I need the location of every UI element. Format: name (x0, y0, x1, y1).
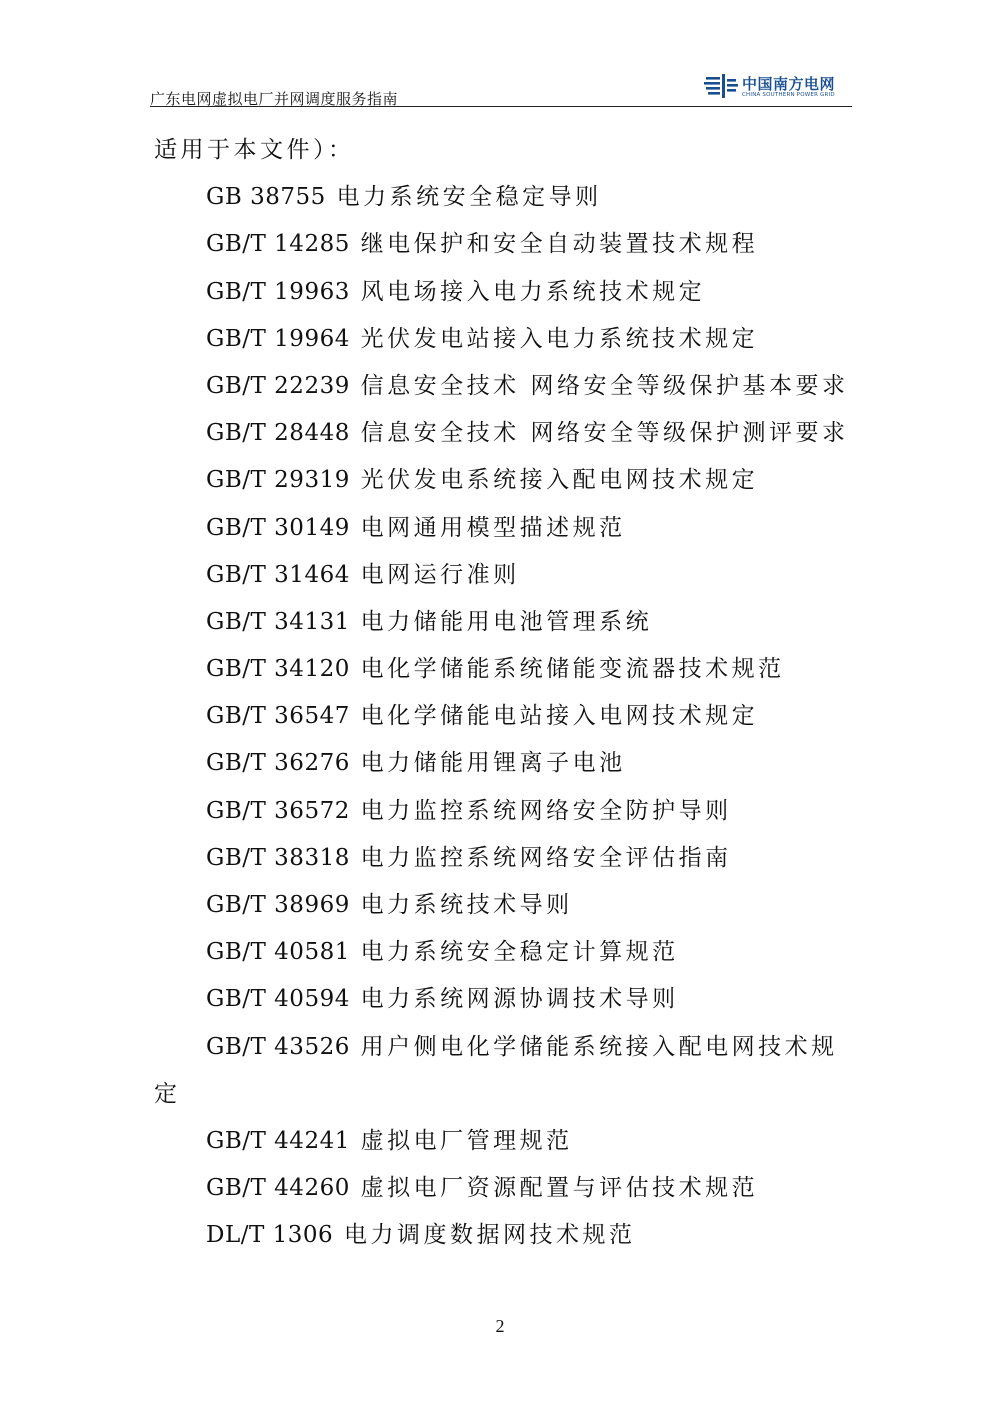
standard-code: GB/T 14285 (206, 231, 350, 258)
standard-item (150, 316, 870, 363)
standard-item (150, 599, 870, 646)
logo-english-name: CHINA SOUTHERN POWER GRID (742, 92, 835, 98)
standard-item (150, 1024, 870, 1071)
standard-code: GB/T 40594 (206, 986, 350, 1013)
standard-code: GB/T 44241 (206, 1127, 350, 1154)
standard-code: GB/T 36276 (206, 750, 350, 777)
standard-code: GB/T 38969 (206, 892, 350, 918)
standard-item (150, 1165, 870, 1212)
standard-item (150, 1118, 870, 1165)
standard-title: 虚拟电厂资源配置与评估技术规范 (360, 1175, 759, 1202)
standard-code: GB/T 29319 (206, 467, 350, 494)
standard-title: 电力监控系统网络安全评估指南 (360, 844, 732, 871)
intro-line: 适用于本文件）： (154, 137, 355, 163)
page-header (150, 66, 852, 110)
standard-code: GB/T 19964 (206, 325, 350, 352)
standard-item (150, 835, 870, 882)
standard-code: GB/T 22239 (206, 372, 350, 399)
standard-item (150, 505, 870, 552)
standard-code: DL/T 1306 (206, 1222, 334, 1249)
standard-title: 光伏发电系统接入配电网技术规定 (360, 467, 759, 494)
standard-code: GB/T 44260 (206, 1175, 350, 1202)
standard-item (150, 174, 870, 221)
standard-code: GB/T 30149 (206, 514, 350, 541)
standard-item (150, 929, 870, 976)
standard-code: GB/T 43526 (206, 1033, 350, 1060)
standard-title: 电力储能用锂离子电池 (360, 750, 626, 777)
standard-item (150, 1212, 870, 1259)
standard-title: 虚拟电厂管理规范 (360, 1127, 573, 1154)
standard-code: GB/T 19963 (206, 278, 350, 305)
standard-code: GB/T 36572 (206, 797, 350, 824)
continuation-line: 定 (154, 1080, 181, 1107)
standard-code: GB 38755 (206, 184, 326, 211)
standard-title: 电化学储能电站接入电网技术规定 (360, 703, 759, 730)
standard-title: 用户侧电化学储能系统接入配电网技术规 (360, 1033, 838, 1060)
standard-title: 电力系统安全稳定导则 (336, 184, 602, 211)
standard-title: 信息安全技术 网络安全等级保护基本要求 (360, 372, 849, 399)
standard-title: 电网运行准则 (360, 561, 520, 588)
standard-title: 电力储能用电池管理系统 (360, 608, 653, 635)
standard-item (150, 788, 870, 835)
standard-item (150, 410, 870, 457)
standard-title: 电力监控系统网络安全防护导则 (360, 797, 732, 824)
standard-title: 电力调度数据网技术规范 (343, 1222, 636, 1249)
standard-title: 风电场接入电力系统技术规定 (360, 278, 706, 305)
standard-title: 电网通用模型描述规范 (360, 514, 626, 541)
standard-code: GB/T 38318 (206, 844, 350, 871)
power-grid-logo-icon (704, 72, 738, 100)
standard-code: GB/T 34131 (206, 608, 350, 635)
standard-item (150, 976, 870, 1023)
standard-title: 光伏发电站接入电力系统技术规定 (360, 325, 759, 352)
standard-item (150, 740, 870, 787)
company-logo (704, 72, 844, 102)
standard-item (150, 363, 870, 410)
document-body (150, 127, 870, 1260)
standard-code: GB/T 31464 (206, 561, 350, 588)
standard-title: 继电保护和安全自动装置技术规程 (360, 231, 759, 258)
standard-item (150, 646, 870, 693)
standard-title: 电力系统网源协调技术导则 (360, 986, 679, 1013)
standard-title: 电力系统安全稳定计算规范 (360, 939, 679, 966)
page-number: 2 (495, 1316, 505, 1336)
standard-code: GB/T 36547 (206, 703, 350, 730)
document-title: 广东电网虚拟电厂并网调度服务指南 (150, 90, 399, 108)
header-divider (150, 106, 852, 107)
standard-item (150, 882, 870, 929)
standard-item (150, 221, 870, 268)
standard-title: 电力系统技术导则 (360, 892, 573, 918)
standard-code: GB/T 40581 (206, 939, 350, 966)
standard-code: GB/T 34120 (206, 656, 350, 683)
standard-item (150, 552, 870, 599)
standard-item (150, 269, 870, 316)
standard-code: GB/T 28448 (206, 420, 350, 447)
standard-title: 信息安全技术 网络安全等级保护测评要求 (360, 420, 849, 447)
standard-item (150, 457, 870, 504)
standard-item (150, 693, 870, 740)
logo-chinese-name: 中国南方电网 (742, 75, 836, 93)
standard-title: 电化学储能系统储能变流器技术规范 (360, 656, 785, 683)
